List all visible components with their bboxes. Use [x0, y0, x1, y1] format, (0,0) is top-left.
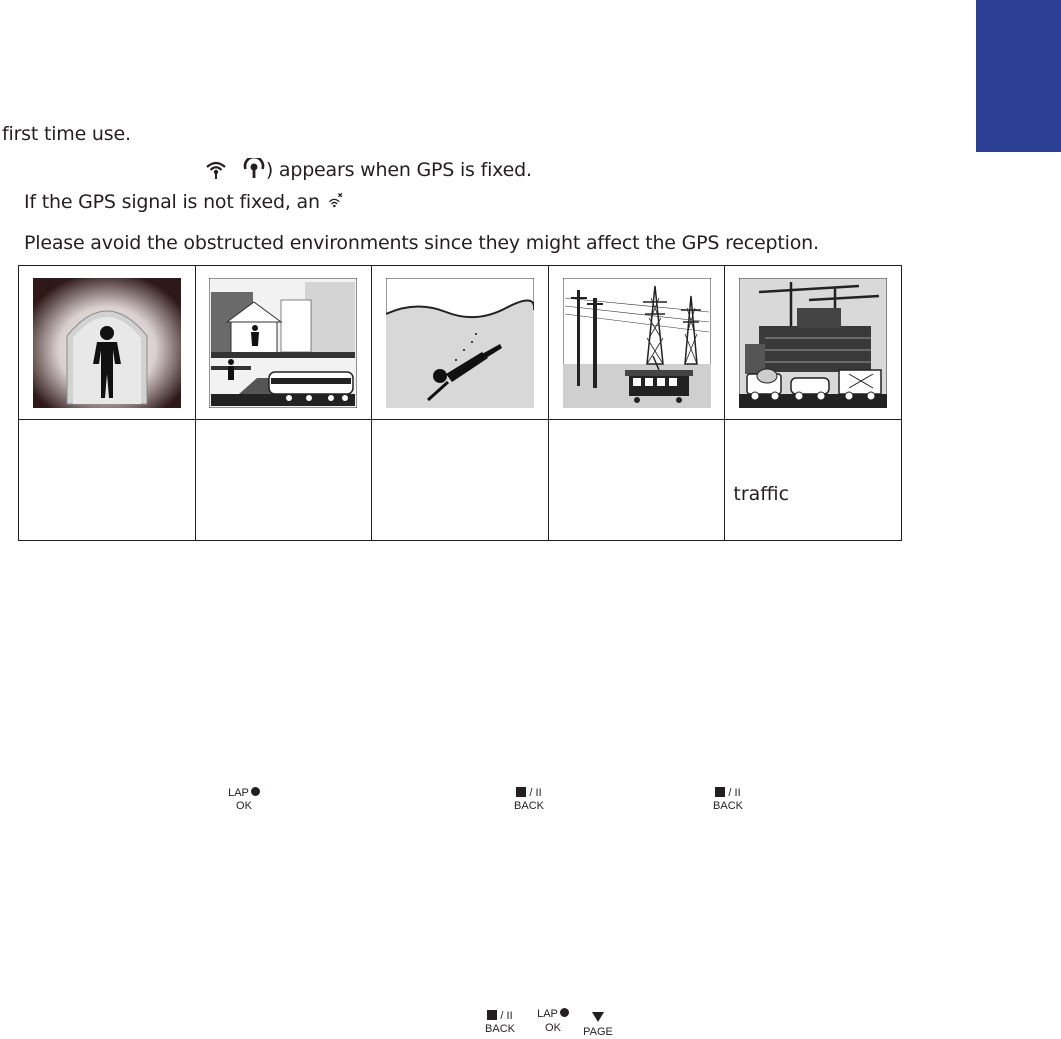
- gps-fixed-icon: [204, 158, 228, 180]
- back-key-1: [508, 787, 550, 813]
- tunnel-illustration: [33, 278, 181, 408]
- page-key-label: PAGE: [583, 1026, 613, 1038]
- caption-traffic: traffic: [733, 483, 790, 505]
- page-down-icon: [592, 1012, 604, 1022]
- lap-key-label: LAP: [228, 787, 249, 799]
- caption-cell-5: [725, 420, 902, 541]
- gps-not-fixed-icon: [326, 190, 346, 212]
- stop-pause-label: / II: [529, 787, 542, 799]
- stop-pause-label: / II: [728, 787, 741, 799]
- power-lines-illustration: [563, 278, 711, 408]
- text-line-4: Please avoid the obstructed environments since they might affect the GPS reception.: [24, 232, 819, 254]
- gps-fixed-alt-icon: [242, 158, 266, 180]
- lap-key-label: LAP: [537, 1008, 558, 1020]
- back-key-label: BACK: [485, 1023, 515, 1035]
- text-line-2-label: ) appears when GPS is fixed.: [265, 159, 532, 181]
- page-key: [578, 1012, 618, 1039]
- image-cell-buildings: [195, 266, 372, 420]
- back-key-3: [479, 1010, 521, 1036]
- image-cell-tunnel: [19, 266, 196, 420]
- lap-dot-icon: [251, 787, 260, 796]
- ok-key-label: OK: [236, 800, 252, 812]
- caption-cell-1: [19, 420, 196, 541]
- caption-cell-3: [372, 420, 549, 541]
- back-key-label: BACK: [713, 800, 743, 812]
- lap-dot-icon: [560, 1008, 569, 1017]
- back-key-2: [707, 787, 749, 813]
- lap-ok-key-2: [531, 1008, 575, 1035]
- buildings-illustration: [209, 278, 357, 408]
- chapter-tab: [976, 0, 1061, 152]
- back-key-label: BACK: [514, 800, 544, 812]
- stop-pause-label: / II: [500, 1010, 513, 1022]
- caption-cell-4: [548, 420, 725, 541]
- stop-pause-icon: [487, 1010, 497, 1020]
- environment-table: [18, 265, 902, 541]
- ok-key-label: OK: [545, 1022, 561, 1034]
- text-line-3: [24, 190, 346, 214]
- text-line-2: [204, 158, 532, 182]
- construction-traffic-illustration: [739, 278, 887, 408]
- underwater-illustration: [386, 278, 534, 408]
- text-line-1: first time use.: [2, 123, 131, 145]
- stop-pause-icon: [516, 787, 526, 797]
- image-cell-underwater: [372, 266, 549, 420]
- image-cell-construction: [725, 266, 902, 420]
- stop-pause-icon: [715, 787, 725, 797]
- lap-ok-key: [222, 787, 266, 813]
- image-cell-power-lines: [548, 266, 725, 420]
- text-line-3-label: If the GPS signal is not fixed, an: [24, 191, 320, 213]
- caption-cell-2: [195, 420, 372, 541]
